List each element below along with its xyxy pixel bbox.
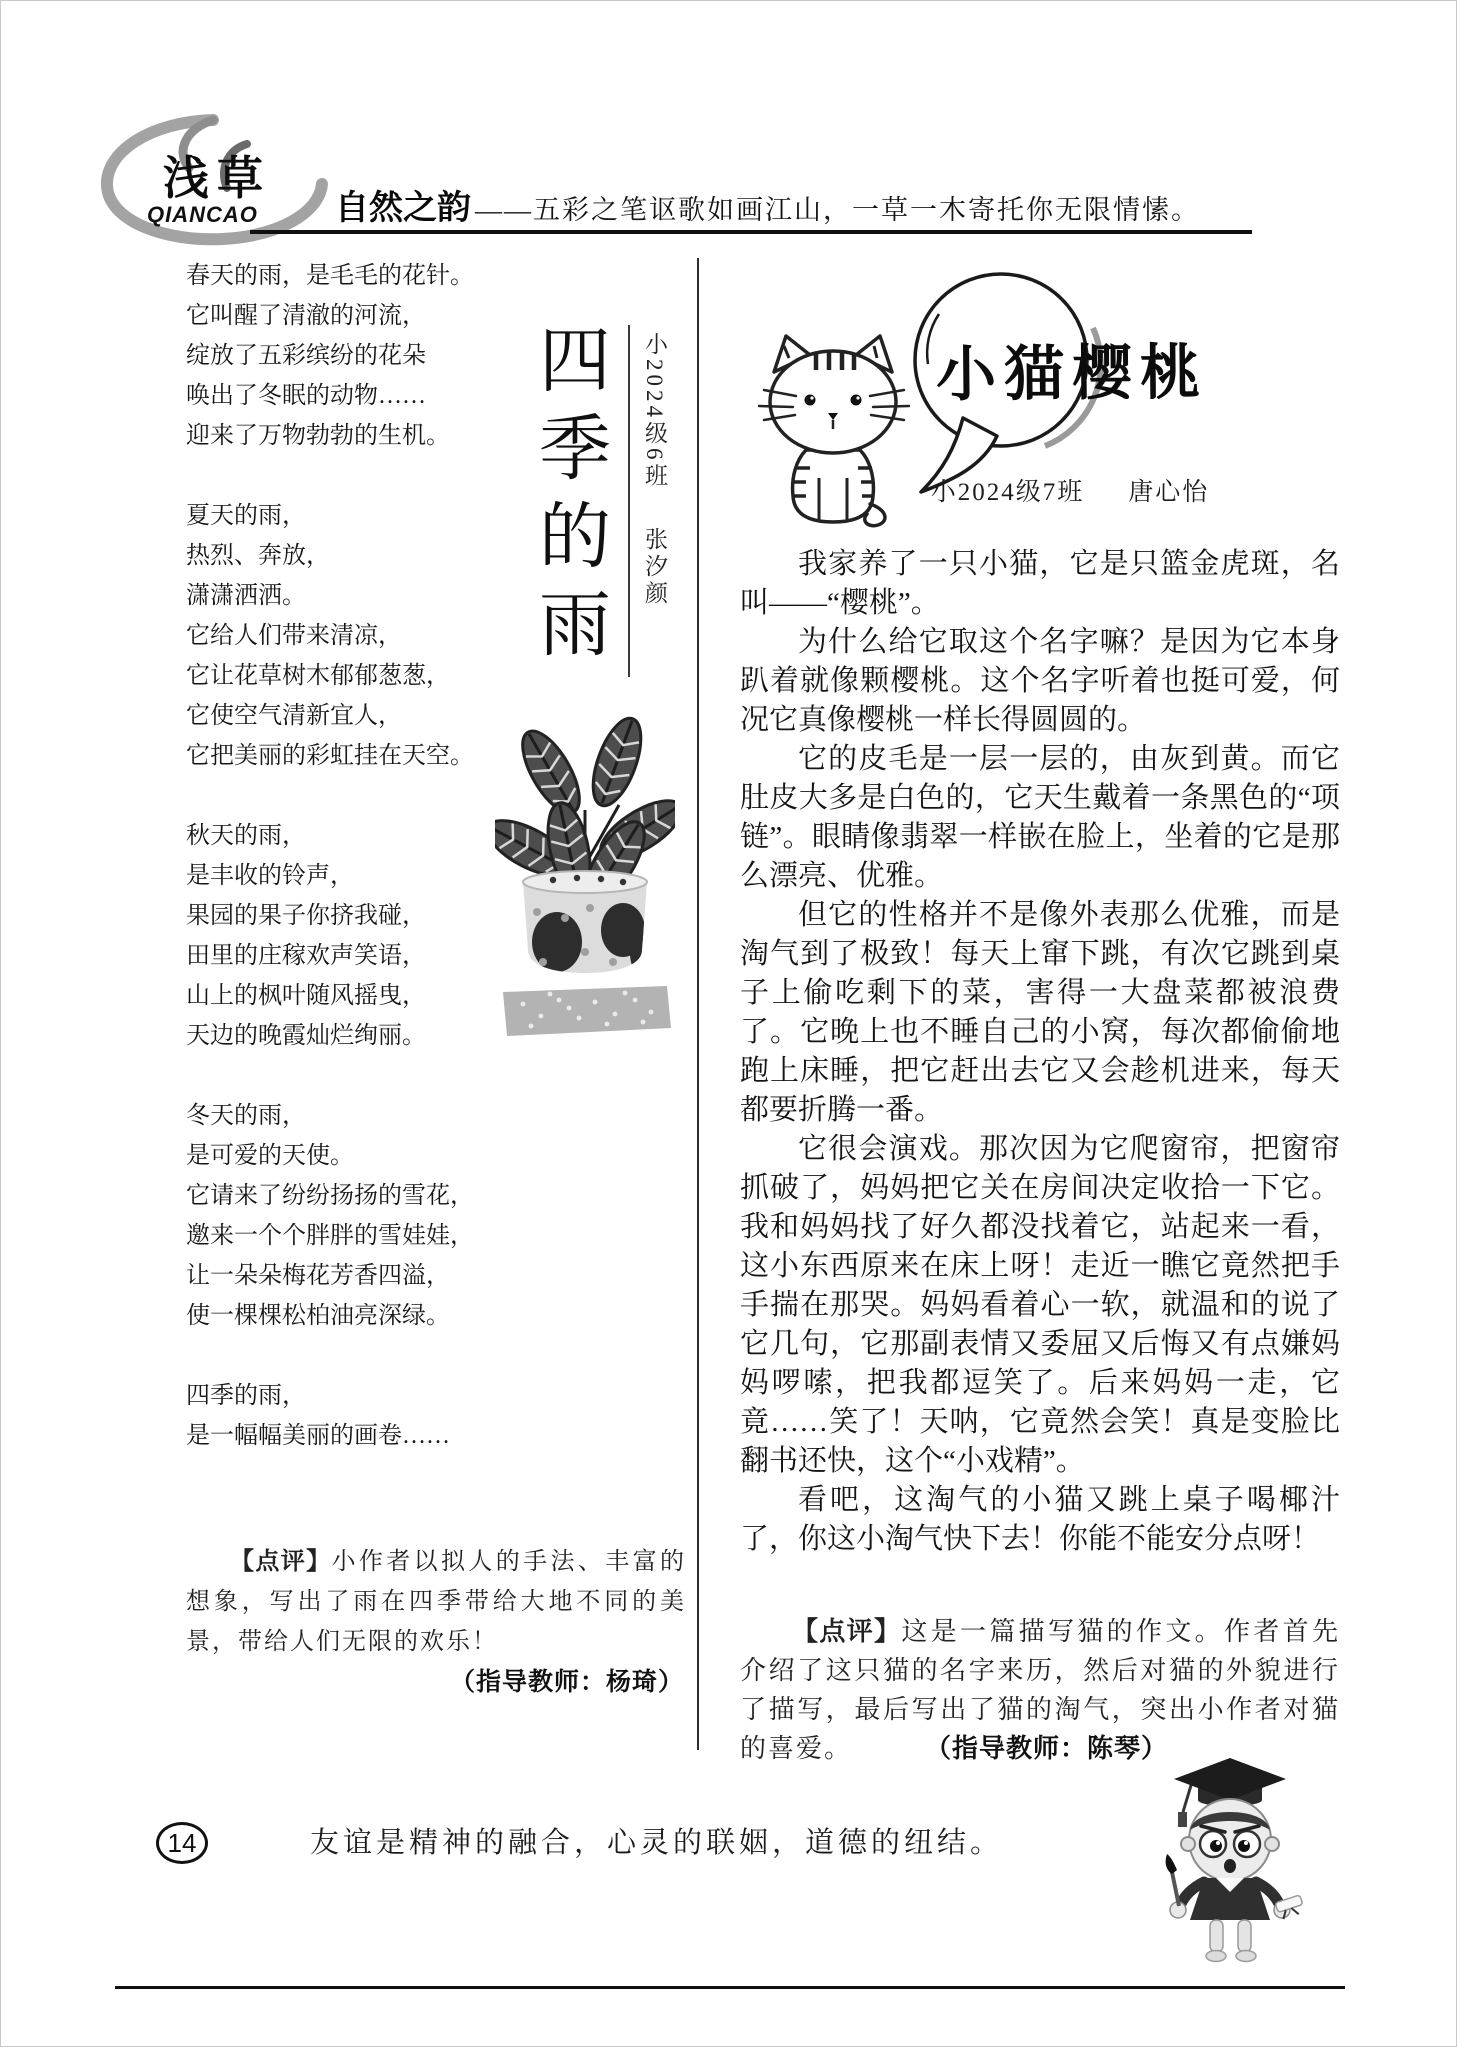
poem-line: 热烈、奔放， <box>186 543 330 569</box>
poem-line: 山上的枫叶随风摇曳， <box>186 983 426 1009</box>
footer-motto: 友谊是精神的融合，心灵的联姻，道德的纽结。 <box>310 1827 1004 1859</box>
section-header <box>335 180 1200 229</box>
poem-line: 邀来一个个胖胖的雪娃娃， <box>186 1223 474 1249</box>
poem-line: 它使空气清新宜人， <box>186 703 402 729</box>
poem-line: 四季的雨， <box>186 1383 306 1409</box>
essay-comment <box>740 1612 1340 1768</box>
poem-byline-class: 小2024级6班 <box>642 332 667 491</box>
poem-line: 唤出了冬眠的动物…… <box>186 383 426 409</box>
poem-line: 秋天的雨， <box>186 823 306 849</box>
poem-line: 天边的晚霞灿烂绚丽。 <box>186 1023 426 1049</box>
essay-byline <box>800 472 1340 508</box>
poem-line: 是可爱的天使。 <box>186 1143 354 1169</box>
poem-line: 它让花草树木郁郁葱葱， <box>186 663 450 689</box>
poem-line: 潇潇洒洒。 <box>186 583 306 609</box>
poem-line: 它请来了纷纷扬扬的雪花， <box>186 1183 474 1209</box>
poem-line: 迎来了万物勃勃的生机。 <box>186 423 450 449</box>
essay-paragraph: 我家养了一只小猫，它是只篮金虎斑，名叫——“樱桃”。 <box>740 548 1340 619</box>
essay-paragraph: 看吧，这淘气的小猫又跳上桌子喝椰汁了，你这小淘气快下去！你能不能安分点呀！ <box>740 1484 1340 1555</box>
essay-byline-class: 小2024级7班 <box>930 479 1085 506</box>
poem-comment <box>186 1542 686 1662</box>
poem-line: 春天的雨，是毛毛的花针。 <box>186 263 474 289</box>
poem-line: 绽放了五彩缤纷的花朵 <box>186 343 426 369</box>
poem-line: 是一幅幅美丽的画卷…… <box>186 1423 450 1449</box>
poem-teacher-credit: （指导教师：杨琦） <box>449 1668 684 1696</box>
poem-stanza <box>186 256 556 456</box>
graduate-mascot-icon <box>1152 1756 1310 1974</box>
poem-stanza <box>186 1096 556 1336</box>
comment-label: 【点评】 <box>792 1616 902 1646</box>
poem-line: 是丰收的铃声， <box>186 863 354 889</box>
poem-line: 夏天的雨， <box>186 503 306 529</box>
potted-plant-illustration <box>495 700 675 1045</box>
comment-label: 【点评】 <box>230 1548 332 1575</box>
poem-line: 冬天的雨， <box>186 1103 306 1129</box>
poem-byline-author: 张汐颜 <box>642 526 667 608</box>
section-title: 自然之韵 <box>335 189 471 227</box>
essay-teacher-credit: （指导教师：陈琴） <box>938 1733 1169 1763</box>
poem-line: 田里的庄稼欢声笑语， <box>186 943 426 969</box>
poem-title-rule <box>628 325 630 677</box>
essay-byline-author: 唐心怡 <box>1128 479 1210 506</box>
footer-rule <box>115 1986 1345 1989</box>
section-tagline: ——五彩之笔讴歌如画江山，一草一木寄托你无限情愫。 <box>475 195 1200 225</box>
header-rule <box>250 230 1252 234</box>
poem-line: 它叫醒了清澈的河流， <box>186 303 426 329</box>
qiancao-logo <box>95 110 333 248</box>
poem-stanza <box>186 1376 556 1456</box>
poem-line: 让一朵朵梅花芳香四溢， <box>186 1263 450 1289</box>
poem-line: 它给人们带来清凉， <box>186 623 402 649</box>
essay-title: 小猫樱桃 <box>935 338 1209 409</box>
comment-text: 小作者以拟人的手法、丰富的想象，写出了雨在四季带给大地不同的美景，带给人们无限的欢乐！ <box>186 1549 686 1655</box>
poem-line: 使一棵棵松柏油亮深绿。 <box>186 1303 450 1329</box>
graduate-mascot-illustration <box>1152 1756 1310 1974</box>
essay-paragraph: 它很会演戏。那次因为它爬窗帘，把窗帘抓破了，妈妈把它关在房间决定收拾一下它。我和妈妈找了好久都没找着它，站起来一看，这小东西原来在床上呀！走近一瞧它竟然把手手揣在那哭。妈妈看着心一软，就温和的说了它几句，它那副表情又委屈又后悔又有点嫌妈妈啰嗦，把我都逗笑了。后来妈妈一走，它竟……笑了！天呐，它竟然会笑！真是变脸比翻书还快，这个“小戏精”。 <box>740 1133 1340 1477</box>
essay-body <box>740 545 1340 1559</box>
poem-line: 果园的果子你挤我碰， <box>186 903 426 929</box>
comment-text: 这是一篇描写猫的作文。作者首先介绍了这只猫的名字来历，然后对猫的外貌进行了描写，最后写出了猫的淘气，突出小作者对猫的喜爱。 <box>740 1617 1340 1763</box>
essay-paragraph: 它的皮毛是一层一层的，由灰到黄。而它肚皮大多是白色的，它天生戴着一条黑色的“项链”。眼睛像翡翠一样嵌在脸上，坐着的它是那么漂亮、优雅。 <box>740 743 1340 892</box>
plant-icon <box>495 700 675 1045</box>
page-number: 14 <box>156 1822 208 1864</box>
logo-latin-text: QIANCAO <box>147 202 258 227</box>
essay-paragraph: 但它的性格并不是像外表那么优雅，而是淘气到了极致！每天上窜下跳，有次它跳到桌子上偷吃剩下的菜，害得一大盘菜都被浪费了。它晚上也不睡自己的小窝，每次都偷偷地跑上床睡，把它赶出去它又会趁机进来，每天都要折腾一番。 <box>740 899 1340 1126</box>
poem-title: 四季的雨 <box>528 322 608 674</box>
essay-paragraph: 为什么给它取这个名字嘛？是因为它本身趴着就像颗樱桃。这个名字听着也挺可爱，何况它真像樱桃一样长得圆圆的。 <box>740 626 1340 736</box>
column-divider <box>697 258 699 1750</box>
poem-line: 它把美丽的彩虹挂在天空。 <box>186 743 474 769</box>
poem-byline <box>638 332 671 672</box>
logo-chinese-text: 浅草 <box>163 153 271 204</box>
